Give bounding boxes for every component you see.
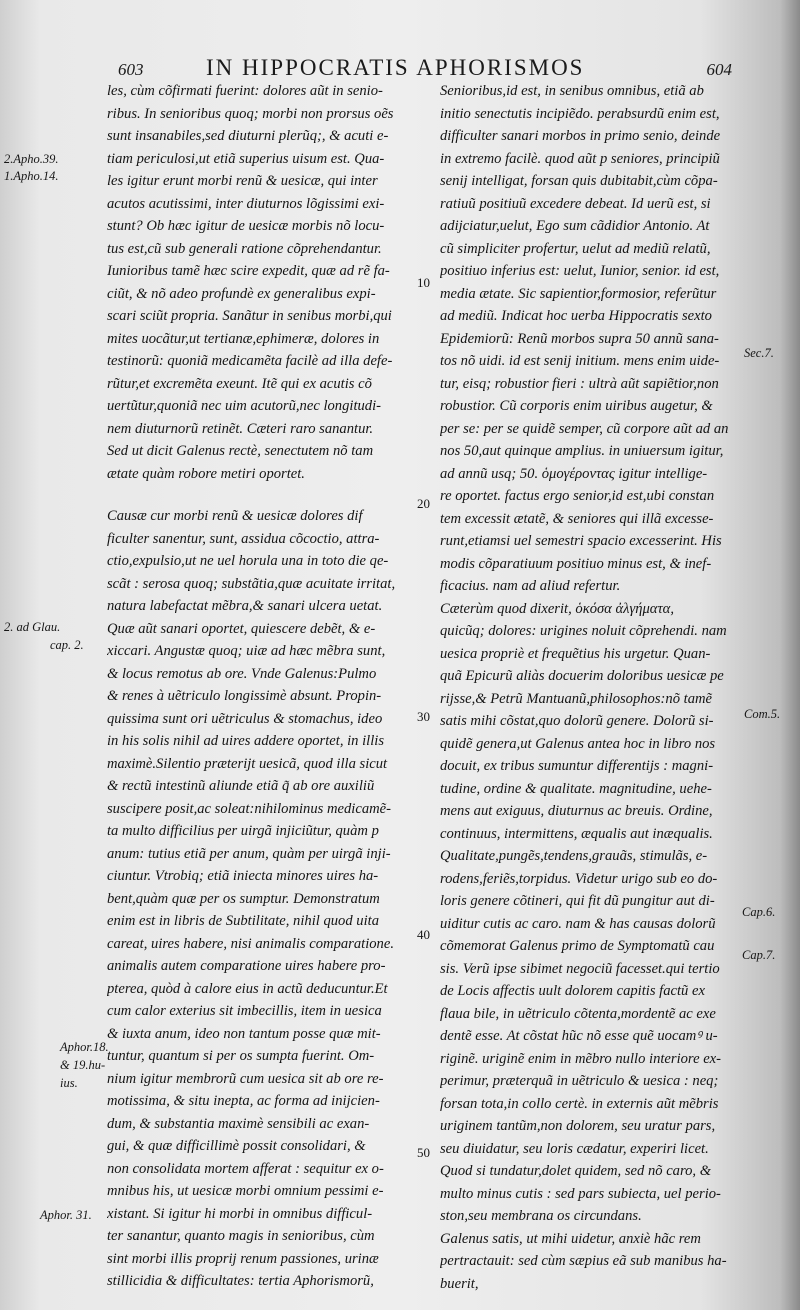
text-line: robustior. Cũ corporis enim uiribus augetur, & [440, 398, 713, 414]
running-title: IN HIPPOCRATIS APHORISMOS [206, 55, 585, 80]
margin-note-right: Com.5. [744, 707, 781, 721]
text-line: rijsse,& Petrũ Mantuanũ,philosophos:nõ tamẽ [440, 690, 713, 707]
text-line: non consolidata mortem afferat : sequitur ex o- [107, 1160, 384, 1177]
text-line: media ætate. Sic sapientior,formosior, referũtur [440, 285, 717, 302]
text-line: pertractauit: sed cùm sæpius eã sub manibus ha- [440, 1253, 727, 1269]
text-line: flaua bile, in uẽtriculo cõtenta,mordentẽ ac exe [440, 1005, 716, 1022]
line-number: 10 [417, 275, 430, 290]
text-line: tur, eisq; robustior fieri : ultrà aũt sapiẽtior,non [440, 375, 719, 392]
text-line: bent,quàm quæ per os sumptur. Demonstratum [107, 890, 380, 907]
text-line: stillicidia & difficultates: tertia Aphorismorũ, [107, 1273, 374, 1289]
text-line: cũ simpliciter profertur, uelut ad mediũ relatũ, [440, 240, 711, 257]
text-line: Galenus satis, ut mihi uidetur, anxiè hãc rem [440, 1230, 701, 1247]
text-line: ad mediũ. Indicat hoc uerba Hippocratis sexto [440, 308, 712, 324]
text-line: tem excessit ætatẽ, & seniores qui illã excesse- [440, 510, 714, 527]
text-line: testinorũ: quoniã medicamẽta facilè ad illa defe- [107, 353, 393, 369]
text-line: quissima sunt ori uẽtriculus & stomachus, ideo [107, 710, 383, 727]
text-line: ter sanantur, quanto magis in senioribus, cùm [107, 1228, 375, 1244]
text-line: uiditur cutis ac caro. nam & has causas dolorũ [440, 915, 716, 932]
text-line: continuus, intermittens, æqualis aut inæqualis. [440, 825, 713, 842]
text-line: Senioribus,id est, in senibus omnibus, etiã ab [440, 83, 704, 99]
text-line: runt,etiamsi uel semestri spacio excesserint. His [440, 533, 722, 549]
text-line: Cæterùm quod dixerit, ὁκόσα ἀλγήματα, [440, 600, 674, 617]
text-line: & renes à uẽtriculo longissimè absunt. Propin- [107, 688, 382, 704]
text-line: & rectũ intestinũ aliunde etiã q̃ ab ore auxiliũ [107, 778, 375, 794]
text-line: ciuntur. Vtrobiq; etiã iniecta minores uires ha- [107, 868, 379, 884]
text-line: perimur, præterquã in uẽtriculo & uesica : neq; [440, 1073, 719, 1089]
text-line: cõmemorat Galenus primo de Symptomatũ cau [440, 938, 715, 954]
text-line: quicũq; dolores: urigines noluit cõprehendi. nam [440, 623, 727, 639]
text-line: satis mihi cõstat,quo dolorũ genere. Dolorũ si- [440, 713, 714, 729]
text-line: in his solis nihil ad uires addere oportet, in illis [107, 733, 385, 749]
text-line: animalis autem comparatione uires habere pro- [107, 958, 386, 974]
text-line: les, cùm cõfirmati fuerint: dolores aũt in senio- [107, 83, 383, 99]
text-line: de Locis affectis uult dolorem capitis factũ ex [440, 983, 705, 999]
margin-note-left: cap. 2. [50, 638, 84, 652]
margin-note-right: Sec.7. [744, 346, 774, 360]
text-line: ctio,expulsio,ut ne uel horula una in toto die qe- [107, 553, 389, 569]
text-line: mites uocãtur,ut tertianæ,ephimeræ, dolores in [107, 330, 380, 347]
text-line: cum calor exterius sit imbecillis, item in uesica [107, 1003, 382, 1019]
text-line: natura labefactat mẽbra,& sanari ulcera uetat. [107, 598, 383, 614]
line-number: 40 [417, 927, 430, 942]
text-line: motissima, & situ inepta, ac forma ad inijcien- [107, 1093, 380, 1109]
line-number: 20 [417, 496, 430, 511]
page-number-right: 604 [706, 60, 732, 79]
margin-note-right: Cap.6. [742, 905, 776, 919]
text-line: gui, & quæ difficillimè possit consolidari, & [107, 1138, 366, 1154]
text-line: ficulter sanentur, sunt, assidua cõcoctio, attra- [107, 530, 380, 547]
text-line: multo minus cutis : sed pars subiecta, uel perio- [440, 1185, 721, 1202]
text-line: les igitur erunt morbi renũ & uesicæ, qui inter [107, 173, 378, 189]
text-line: & locus remotus ab ore. Vnde Galenus:Pulmo [107, 665, 377, 682]
text-line: stunt? Ob hæc igitur de uesicæ morbis nõ locu- [107, 218, 385, 234]
text-line: uesica propriè et frequẽtius his urgetur. Quan- [440, 645, 711, 662]
text-line: Causæ cur morbi renũ & uesicæ dolores dif [107, 508, 363, 524]
text-line: ston,seu membrana os circundans. [440, 1208, 642, 1224]
text-line: modis cõparatiuum positiuo minus est, & inef- [440, 555, 712, 572]
text-line: mnibus his, ut uesicæ morbi omnium pessimi e- [107, 1183, 384, 1199]
text-line: uriginem tantũm,non dolorem, seu uratur pars, [440, 1118, 716, 1134]
text-line: & iuxta anum, ideo non tantum posse quæ mit- [107, 1025, 381, 1042]
text-line: quidẽ genera,ut Galenus antea hoc in libro nos [440, 735, 716, 752]
text-line: buerit, [440, 1275, 479, 1292]
text-line: Quæ aũt sanari oportet, quiescere debẽt, & e- [107, 620, 376, 637]
text-line: loris genere cõtineri, qui fit dũ pungitur aut di- [440, 893, 715, 909]
page-number-left: 603 [118, 60, 144, 79]
text-line: per se: per se quidẽ semper, cũ corpore aũt ad an [440, 420, 729, 437]
text-line: Iunioribus tamẽ hæc scire expedit, quæ ad rẽ fa- [107, 263, 390, 279]
text-line: sint morbi illis proprij renum passiones, urinæ [107, 1250, 379, 1267]
text-line: Sed ut dicit Galenus rectè, senectutem nõ tam [107, 443, 374, 459]
text-line: tudine, ordine & qualitate. magnitudine, uehe- [440, 780, 712, 797]
text-line: ficacius. nam ad aliud refertur. [440, 578, 621, 594]
text-line: nos 50,aut quinque amplius. in uniuersum igitur, [440, 443, 724, 459]
text-line: tus est,cũ sub generali ratione cõprehendantur. [107, 240, 382, 257]
text-line: ad annũ usq; 50. ὁμογέροντας igitur intellige- [440, 465, 708, 482]
text-line [107, 485, 415, 505]
margin-note-left: Aphor.18. [60, 1040, 109, 1054]
margin-note-left: 2.Apho.39. [4, 152, 59, 166]
text-line: ratiuũ positiuũ excedere debeat. Id uerũ est, si [440, 195, 711, 212]
text-line: ribus. In senioribus quoq; morbi non prorsus oẽs [107, 105, 394, 122]
text-line: sunt insanabiles,sed diuturni plerũq;, & acuti e- [107, 128, 389, 144]
text-line: adijciatur,uelut, Ego sum cãdidior Antonio. At [440, 218, 710, 234]
running-header [100, 52, 740, 82]
margin-note-left: Aphor. 31. [40, 1208, 92, 1222]
margin-note-left: 2. ad Glau. [4, 620, 61, 634]
text-line: initio senectutis incipiẽdo. perabsurdũ enim est, [440, 105, 720, 122]
text-line: anum: tutius etiã per anum, quàm per uirgã inji- [107, 845, 391, 862]
text-line: tuntur, quantum si per os sumpta fuerint. Om- [107, 1048, 375, 1064]
text-line: forsan tota,in collo certè. in externis aũt mẽbris [440, 1095, 719, 1112]
text-line: ætate quàm robore metiri oportet. [107, 465, 305, 482]
margin-note-left: ius. [60, 1076, 78, 1090]
text-line: scari sciũt propria. Sanãtur in senibus morbi,qui [107, 308, 392, 324]
margin-note-left: & 19.hu- [60, 1058, 106, 1072]
text-line: Quod si tundatur,dolet quidem, sed nõ caro, & [440, 1163, 712, 1179]
text-line: seu diuidatur, seu loris cædatur, experiri licet. [440, 1140, 709, 1157]
text-line: ciũt, & nõ adeo profundè ex generalibus expi- [107, 285, 376, 302]
left-text-column [107, 80, 415, 1293]
text-line: difficulter sanari morbos in primo senio, deinde [440, 128, 721, 144]
text-line: tos nõ uidi. id est senij initium. mens enim uide- [440, 353, 720, 369]
text-line: suscipere posit,ac soleat:nihilominus medicamẽ- [107, 800, 391, 817]
text-line: in extremo facilè. quod aũt p seniores, principiũ [440, 150, 720, 167]
text-line: acutos acutissimi, inter diuturnos lõgissimi exi- [107, 195, 385, 212]
text-line: Qualitate,pungẽs,tendens,grauãs, stimulãs, e- [440, 848, 708, 864]
text-line: docuit, ex tribus sumuntur differentijs : magni- [440, 758, 714, 774]
text-line: uertũtur,quoniã nec uim acutorũ,nec longitudi- [107, 398, 382, 414]
text-line: nem diuturnorũ retinẽt. Cæteri raro sanantur. [107, 420, 374, 437]
margin-note-right: Cap.7. [742, 948, 776, 962]
line-number: 50 [417, 1145, 430, 1160]
text-line: scãt : serosa quoq; substãtia,quæ acuitate irritat, [107, 575, 396, 592]
text-line: mens aut exiguus, diuturnus ac breuis. Ordine, [440, 803, 713, 819]
text-line: Epidemiorũ: Renũ morbos supra 50 annũ sana- [440, 330, 719, 347]
text-line: positiuo inferius est: uelut, Iunior, senior. id est, [440, 263, 720, 279]
text-line: rũtur,et excremẽta exeunt. Itẽ qui ex acutis cõ [107, 375, 372, 392]
margin-note-left: 1.Apho.14. [4, 169, 59, 183]
text-line: ta multo difficilius per uirgã injiciũtur, quàm p [107, 823, 379, 839]
text-line: dum, & substantia maximè sensibili ac exan- [107, 1115, 370, 1132]
text-line: senij intelligat, forsan quis dubitabit,cùm cõpa- [440, 173, 718, 189]
text-line: quã Epicurũ aliàs docuerim doloribus uesicæ pe [440, 668, 724, 684]
right-text-column [440, 80, 737, 1295]
text-line: dentẽ esse. At cõstat hũc nõ esse quẽ uocamꝰ u- [440, 1028, 718, 1044]
text-line: enim est in libris de Subtilitate, nihil quod uita [107, 913, 380, 929]
text-line: maximè.Silentio præterijt uesicã, quod illa sicut [107, 755, 388, 772]
text-line: nium igitur membrorũ cum uesica sit ab ore re- [107, 1070, 384, 1087]
text-line: rodens,feriẽs,torpidus. Videtur urigo sub eo do- [440, 870, 718, 887]
text-line: riginẽ. uriginẽ enim in mẽbro nullo interiore ex- [440, 1050, 722, 1067]
text-line: xiccari. Angustæ quoq; uiæ ad hæc mẽbra sunt, [107, 643, 386, 659]
text-line: sis. Verũ ipse sibimet negociũ facesset.qui tertio [440, 960, 720, 977]
text-line: tiam periculosi,ut etiã superius uisum est. Qua- [107, 150, 385, 167]
text-line: careat, uires habere, nisi animalis comparatione. [107, 935, 394, 952]
text-line: pterea, quòd à calore eius in actũ deducuntur.Et [107, 980, 388, 997]
text-line: xistant. Si igitur hi morbi in omnibus difficul- [107, 1205, 373, 1222]
text-line: re oportet. factus ergo senior,id est,ubi constan [440, 488, 715, 504]
line-number: 30 [417, 709, 430, 724]
